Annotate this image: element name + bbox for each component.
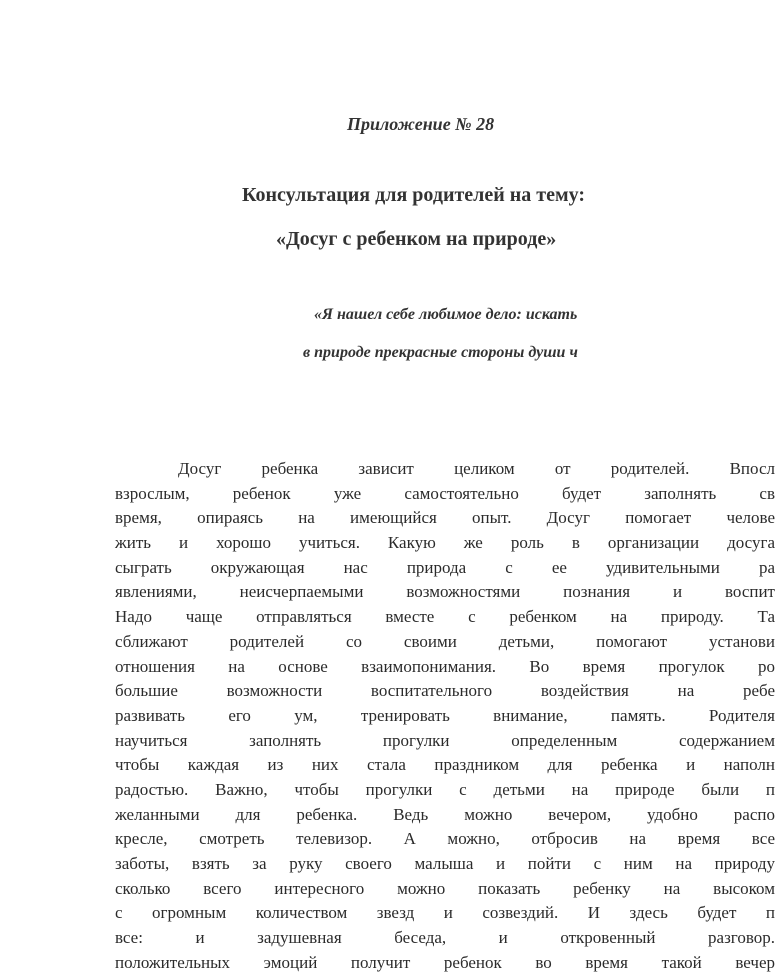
epigraph-line-2: в природе прекрасные стороны души ч bbox=[303, 344, 578, 361]
body-line: сыграть окружающая нас природа с ее удивительными ра bbox=[115, 557, 775, 577]
body-line: кресле, смотреть телевизор. А можно, отбросив на время все bbox=[115, 829, 775, 849]
body-paragraph bbox=[115, 457, 775, 975]
body-line: положительных эмоций получит ребенок во время такой вечер bbox=[115, 952, 775, 972]
body-line: взрослым, ребенок уже самостоятельно будет заполнять св bbox=[115, 483, 775, 503]
body-line: развивать его ум, тренировать внимание, память. Родителя bbox=[115, 705, 775, 725]
body-line: Надо чаще отправляться вместе с ребенком на природу. Та bbox=[115, 607, 775, 627]
body-line: с огромным количеством звезд и созвездий. И здесь будет п bbox=[115, 903, 775, 923]
body-line: отношения на основе взаимопонимания. Во время прогулок ро bbox=[115, 656, 775, 676]
epigraph-line-1: «Я нашел себе любимое дело: искать bbox=[314, 306, 578, 323]
body-line: желанными для ребенка. Ведь можно вечером, удобно распо bbox=[115, 804, 775, 824]
title-line-1: Консультация для родителей на тему: bbox=[242, 184, 586, 206]
body-line: сколько всего интересного можно показать ребенку на высоком bbox=[115, 878, 775, 898]
body-line: радостью. Важно, чтобы прогулки с детьми на природе были п bbox=[115, 779, 775, 799]
body-line: явлениями, неисчерпаемыми возможностями познания и воспит bbox=[115, 582, 775, 602]
appendix-label: Приложение № 28 bbox=[347, 114, 495, 134]
body-line: время, опираясь на имеющийся опыт. Досуг помогает челове bbox=[115, 508, 775, 528]
body-line: заботы, взять за руку своего малыша и пойти с ним на природу bbox=[115, 854, 775, 873]
body-line: все: и задушевная беседа, и откровенный разговор. bbox=[115, 928, 775, 948]
body-line: большие возможности воспитательного воздействия на ребе bbox=[115, 681, 775, 701]
body-line: научиться заполнять прогулки определенным содержанием bbox=[115, 730, 775, 750]
body-line: Досуг ребенка зависит целиком от родителей. Впосл bbox=[178, 459, 775, 478]
body-line: жить и хорошо учиться. Какую же роль в организации досуга bbox=[115, 533, 775, 553]
body-line: сближают родителей со своими детьми, помогают установи bbox=[115, 631, 775, 651]
title-line-2: «Досуг с ребенком на природе» bbox=[276, 228, 557, 250]
body-line: чтобы каждая из них стала праздником для ребенка и наполн bbox=[115, 755, 775, 775]
